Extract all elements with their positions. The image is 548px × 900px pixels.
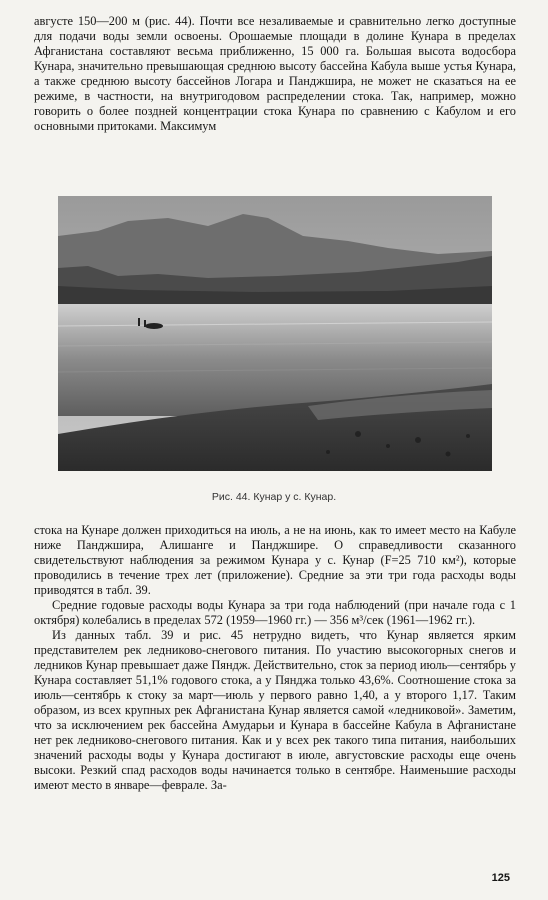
bottom-text-block <box>34 523 516 793</box>
paragraph-bottom-2: Средние годовые расходы воды Кунара за три года наблюдений (при начале года с 1 октября) колебались в пределах 572 (1959—1960 гг.) — 356 м³/сек (1961—1962 гг.). <box>34 598 516 627</box>
figure-caption: Рис. 44. Кунар у с. Кунар. <box>211 491 337 503</box>
top-text-block <box>34 14 516 134</box>
river-photo <box>58 196 492 471</box>
paragraph-top-1: августе 150—200 м (рис. 44). Почти все незаливаемые и сравнительно легко доступные для подачи воды земли освоены. Орошаемые площади в долине Кунара в пределах Афганистана составляют весьма приближенно, 15 000 га. Большая высота водосбора Кунара, значительно превышающая среднюю высоту бассейна Кабула выше устья Кунара, а также среднюю высоту бассейнов Логара и Панджшира, не может не сказаться на ее режиме, в частности, на внутригодовом распределении стока. Так, например, можно говорить о более поздней концентрации стока Кунара по сравнению с Кабулом и его основными притоками. Максимум <box>34 14 516 133</box>
paragraph-bottom-1: стока на Кунаре должен приходиться на июль, а не на июнь, как то имеет место на Кабуле ниже Панджшира, Алишанге и Панджшире. О справедливости сказанного свидетельствуют наблюдения за режимом Кунара у с. Кунар (F=25 710 км²), которые проводились в течение трех лет (приложение). Средние за эти три года расходы воды приводятся в табл. 39. <box>34 523 516 597</box>
page-number: 125 <box>491 872 510 884</box>
paragraph-bottom-3: Из данных табл. 39 и рис. 45 нетрудно видеть, что Кунар является ярким представителем рек ледниково-снегового питания. По участию высокогорных снегов и ледников Кунар превышает даже Пяндж. Действительно, сток за период июль—сентябрь у Кунара составляет 51,1% годового стока, а у Пянджа только 43,6%. Соотношение стока за июль—сентябрь к стоку за март—июль у первого равно 1,40, а у второго 1,17. Таким образом, из всех крупных рек Афганистана Кунар является самой «ледниковой». Заметим, что за исключением рек бассейна Амударьи и Кунара в бассейне Кабула в Афганистане нет рек ледниково-снегового питания. Как и у всех рек такого типа питания, наибольших значений расходы воды у Кунара достигают в июле, августовские расходы еще очень высоки. Резкий спад расходов воды начинается только в сентябре. Наименьшие расходы имеют место в январе—феврале. За- <box>34 628 516 792</box>
